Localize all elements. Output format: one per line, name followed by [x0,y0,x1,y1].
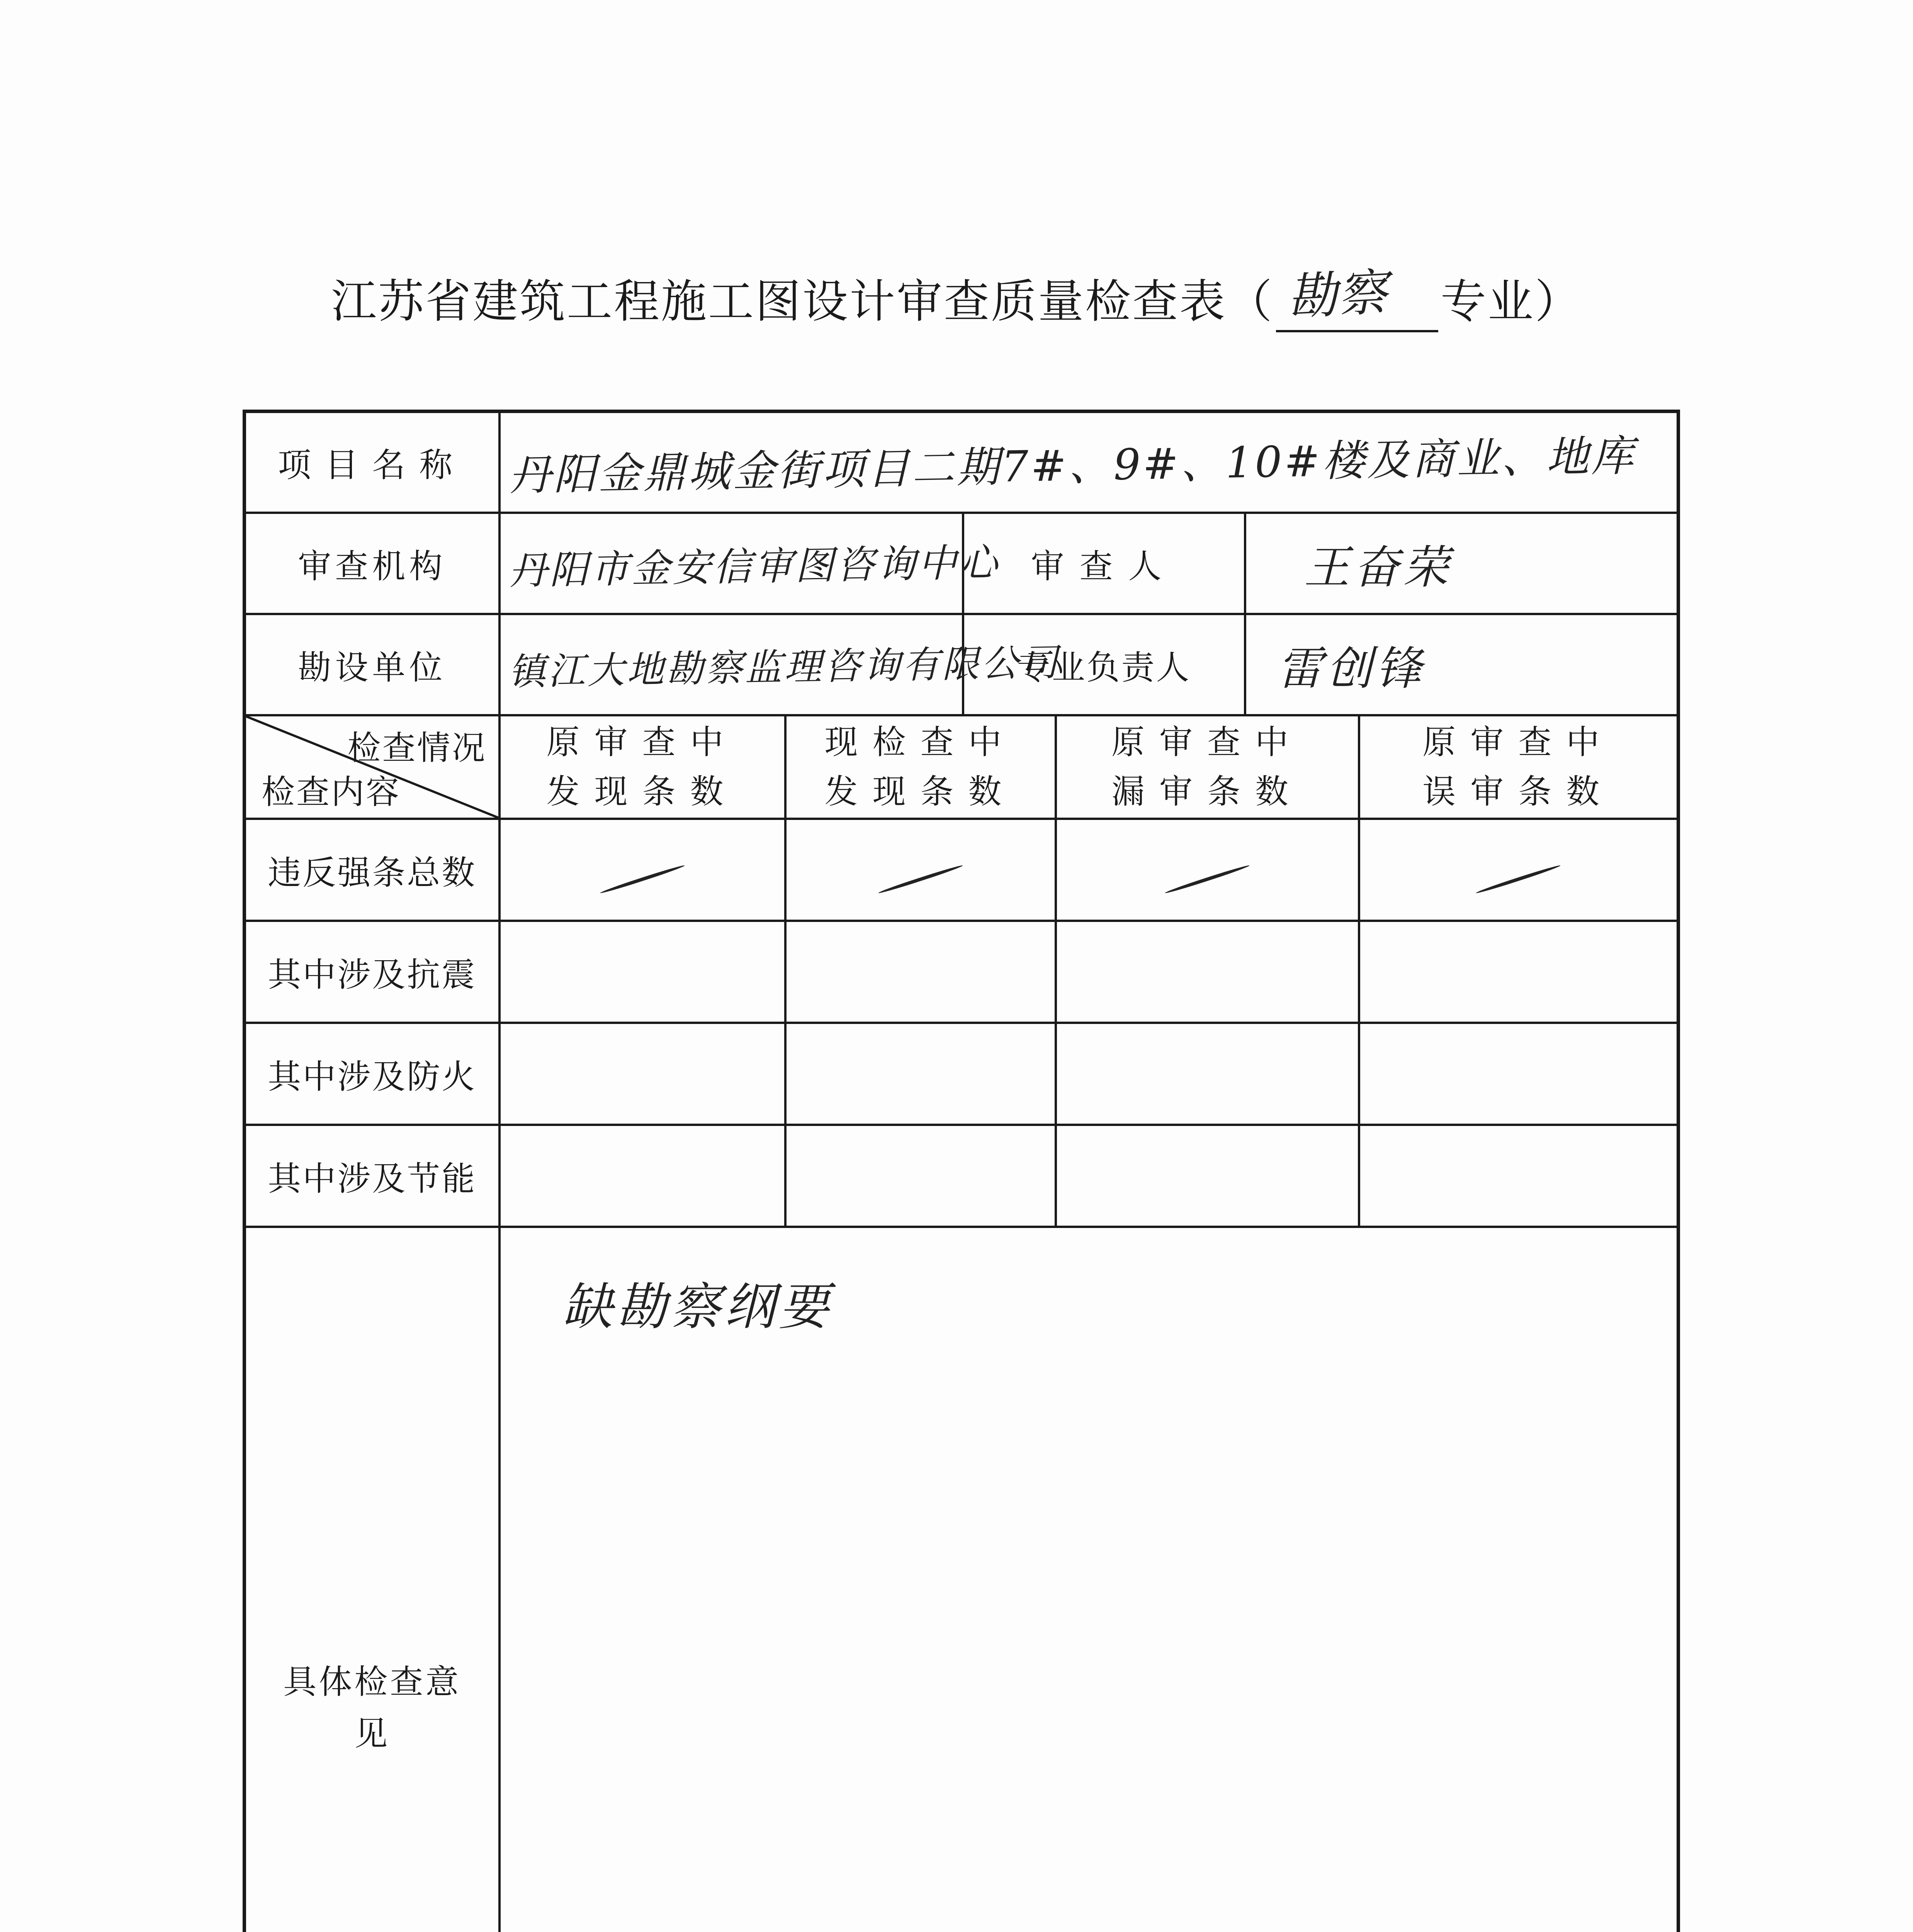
reviewer-label: 审查人 [963,513,1245,614]
matrix-row-label: 其中涉及抗震 [245,921,499,1023]
matrix-cell [499,1023,785,1125]
column-header-line1: 原审查中 [1422,723,1614,762]
column-header [1359,715,1679,819]
matrix-cell [499,819,785,921]
project-name-handwriting: 丹阳金鼎城金街项目二期7#、9#、10#楼及商业、地库 [508,431,1636,500]
reviewer-handwriting: 王奋荣 [1304,540,1453,594]
column-header-line1: 原审查中 [546,723,738,762]
matrix-cell [1359,819,1679,921]
opinion-label-line1: 具体检查意 [283,1662,461,1701]
project-name-value [499,412,1679,513]
review-org-handwriting: 丹阳市金安信审图咨询中心 [508,539,1000,594]
matrix-row [245,1023,1679,1125]
opinion-value-cell [499,1227,1679,1932]
column-header-line2: 漏审条数 [1111,772,1303,811]
opinion-label [245,1227,499,1932]
matrix-row-label: 其中涉及节能 [245,1125,499,1227]
survey-unit-row [245,614,1679,715]
project-row [245,412,1679,513]
slash-mark [600,864,685,895]
review-org-row [245,513,1679,614]
matrix-cell [499,1125,785,1227]
matrix-cell [1359,1125,1679,1227]
matrix-row-label: 违反强条总数 [245,819,499,921]
matrix-cell [785,1023,1056,1125]
survey-unit-handwriting: 镇江大地勘察监理咨询有限公司 [508,641,1060,694]
specialty-blank [1276,264,1438,332]
slash-mark [878,864,963,895]
column-header-line2: 误审条数 [1422,772,1614,811]
project-name-label: 项目名称 [245,412,499,513]
reviewer-value [1245,513,1679,614]
specialty-handwriting: 勘察 [1286,264,1390,327]
slash-mark [1164,864,1250,895]
title-suffix: 专业） [1441,275,1582,328]
column-header-line2: 发现条数 [824,772,1016,811]
survey-unit-value [499,614,1060,715]
matrix-cell [1359,1023,1679,1125]
opinion-row [245,1227,1679,1932]
matrix-cell [1056,1125,1359,1227]
form-title [0,264,1913,332]
survey-unit-label: 勘设单位 [245,614,499,715]
matrix-row [245,921,1679,1023]
lead-label: 专业负责人 [963,614,1245,715]
matrix-row [245,1125,1679,1227]
corner-top-label: 检查情况 [347,728,487,767]
column-header [499,715,785,819]
column-header [1056,715,1359,819]
matrix-cell [499,921,785,1023]
review-org-label: 审查机构 [245,513,499,614]
column-header-line1: 原审查中 [1111,723,1303,762]
matrix-row-label: 其中涉及防火 [245,1023,499,1125]
corner-bottom-label: 检查内容 [262,772,401,811]
matrix-cell [785,819,1056,921]
matrix-row [245,819,1679,921]
matrix-cell [1056,1023,1359,1125]
column-header-line1: 现检查中 [824,723,1016,762]
opinion-label-line2: 见 [354,1714,390,1753]
matrix-cell [1359,921,1679,1023]
lead-value [1245,614,1679,715]
matrix-corner-cell [245,715,499,819]
opinion-handwriting: 缺勘察纲要 [562,1277,833,1336]
lead-handwriting: 雷创锋 [1277,641,1425,695]
column-header [785,715,1056,819]
inspection-form-table [243,410,1680,1932]
review-org-value [499,513,1000,614]
column-header-line2: 发现条数 [546,772,738,811]
matrix-cell [785,921,1056,1023]
title-prefix: 江苏省建筑工程施工图设计审查质量检查表（ [331,275,1274,328]
slash-mark [1476,864,1561,895]
matrix-header-row [245,715,1679,819]
matrix-cell [785,1125,1056,1227]
matrix-cell [1056,819,1359,921]
matrix-cell [1056,921,1359,1023]
